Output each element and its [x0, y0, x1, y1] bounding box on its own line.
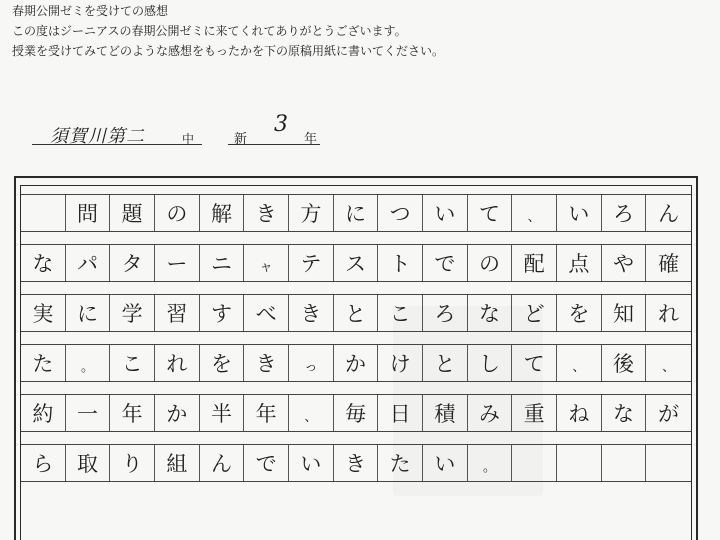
manuscript-cell: か: [334, 345, 379, 381]
manuscript-cell: こ: [378, 295, 423, 331]
manuscript-cell: た: [21, 345, 66, 381]
manuscript-cell: ろ: [423, 295, 468, 331]
grade-prefix: 新: [234, 132, 248, 147]
manuscript-row: [21, 394, 691, 432]
header-greeting: この度はジーニアスの春期公開ゼミに来てくれてありがとうございます。: [12, 24, 407, 38]
school-info: [10, 108, 340, 148]
manuscript-cell: [602, 445, 647, 481]
manuscript-cell: 学: [110, 295, 155, 331]
manuscript-cell: 配: [512, 245, 557, 281]
manuscript-cell: た: [378, 445, 423, 481]
manuscript-cell: 点: [557, 245, 602, 281]
manuscript-cell: 組: [155, 445, 200, 481]
manuscript-cell: 年: [110, 395, 155, 431]
manuscript-cell: 、: [512, 195, 557, 231]
manuscript-cell: の: [155, 195, 200, 231]
manuscript-cell: 方: [289, 195, 334, 231]
manuscript-cell: 取: [66, 445, 111, 481]
school-name: 須賀川第二: [50, 126, 145, 147]
manuscript-cell: い: [289, 445, 334, 481]
manuscript-cell: 一: [66, 395, 111, 431]
header-instruction: 授業を受けてみてどのような感想をもったかを下の原稿用紙に書いてください。: [12, 44, 445, 58]
manuscript-cell: の: [468, 245, 513, 281]
manuscript-row: [21, 444, 691, 482]
school-suffix: 中: [182, 132, 195, 146]
manuscript-cell: き: [244, 195, 289, 231]
manuscript-cell: ー: [155, 245, 200, 281]
manuscript-cell: き: [334, 445, 379, 481]
manuscript-cell: が: [658, 402, 680, 426]
manuscript-cell: こ: [110, 345, 155, 381]
manuscript-row: [21, 344, 691, 382]
manuscript-cell: ら: [21, 445, 66, 481]
manuscript-cell: 積: [423, 395, 468, 431]
manuscript-cell: [646, 445, 691, 481]
grade-number: 3: [274, 112, 288, 137]
manuscript-cell: 年: [244, 395, 289, 431]
manuscript-cell: と: [334, 295, 379, 331]
manuscript-cell: な: [602, 395, 647, 431]
manuscript-cell: 題: [110, 195, 155, 231]
manuscript-cell: み: [468, 395, 513, 431]
manuscript-cell: べ: [244, 295, 289, 331]
manuscript-cell: 半: [200, 395, 245, 431]
manuscript-cell: れ: [155, 345, 200, 381]
manuscript-cell: り: [110, 445, 155, 481]
manuscript-cell: 、: [289, 395, 334, 431]
manuscript-cell: 約: [21, 395, 66, 431]
manuscript-cell: 知: [602, 295, 647, 331]
manuscript-cell: に: [334, 195, 379, 231]
manuscript-cell: [21, 195, 66, 231]
manuscript-cell: し: [468, 345, 513, 381]
manuscript-cell: い: [557, 195, 602, 231]
manuscript-cell: 確: [658, 252, 680, 276]
manuscript-cell: 、: [662, 360, 676, 375]
manuscript-cell: ャ: [244, 245, 289, 281]
manuscript-cell: て: [468, 195, 513, 231]
manuscript-cell: 解: [200, 195, 245, 231]
manuscript-cell: 習: [155, 295, 200, 331]
manuscript-row: [21, 244, 691, 282]
manuscript-cell: ん: [200, 445, 245, 481]
manuscript-cell: 。: [468, 445, 513, 481]
manuscript-cell: 毎: [334, 395, 379, 431]
manuscript-cell: で: [423, 245, 468, 281]
manuscript-cell: ど: [512, 295, 557, 331]
manuscript-cell: か: [155, 395, 200, 431]
manuscript-cell: [512, 445, 557, 481]
manuscript-cell: ニ: [200, 245, 245, 281]
manuscript-cell: ろ: [602, 195, 647, 231]
manuscript-row: [21, 194, 691, 232]
manuscript-cell: い: [423, 195, 468, 231]
manuscript-cell: 問: [66, 195, 111, 231]
manuscript-cell: 。: [66, 345, 111, 381]
manuscript-cell: 日: [378, 395, 423, 431]
manuscript-cell: っ: [289, 345, 334, 381]
manuscript-cell: 実: [21, 295, 66, 331]
manuscript-cell: [557, 445, 602, 481]
manuscript-cell: タ: [110, 245, 155, 281]
manuscript-cell: に: [66, 295, 111, 331]
manuscript-cell: す: [200, 295, 245, 331]
manuscript-cell: て: [512, 345, 557, 381]
manuscript-cell: つ: [378, 195, 423, 231]
manuscript-cell: け: [378, 345, 423, 381]
manuscript-cell: き: [244, 345, 289, 381]
manuscript-cell: 重: [512, 395, 557, 431]
manuscript-row: [21, 294, 691, 332]
manuscript-cell: を: [200, 345, 245, 381]
manuscript-cell: パ: [66, 245, 111, 281]
manuscript-cell: な: [468, 295, 513, 331]
manuscript-cell: や: [602, 245, 647, 281]
manuscript-cell: 後: [602, 345, 647, 381]
grade-suffix: 年: [304, 132, 318, 147]
manuscript-cell: ん: [658, 202, 680, 226]
manuscript-cell: な: [21, 245, 66, 281]
manuscript-cell: れ: [658, 302, 680, 326]
manuscript-cell: ト: [378, 245, 423, 281]
header-title: 春期公開ゼミを受けての感想: [12, 4, 169, 18]
manuscript-paper: [14, 176, 698, 540]
manuscript-cell: を: [557, 295, 602, 331]
manuscript-cell: テ: [289, 245, 334, 281]
manuscript-cell: ス: [334, 245, 379, 281]
manuscript-cell: 、: [557, 345, 602, 381]
manuscript-cell: い: [423, 445, 468, 481]
manuscript-cell: ね: [557, 395, 602, 431]
manuscript-grid: [20, 185, 692, 540]
manuscript-cell: き: [289, 295, 334, 331]
manuscript-cell: で: [244, 445, 289, 481]
manuscript-cell: と: [423, 345, 468, 381]
